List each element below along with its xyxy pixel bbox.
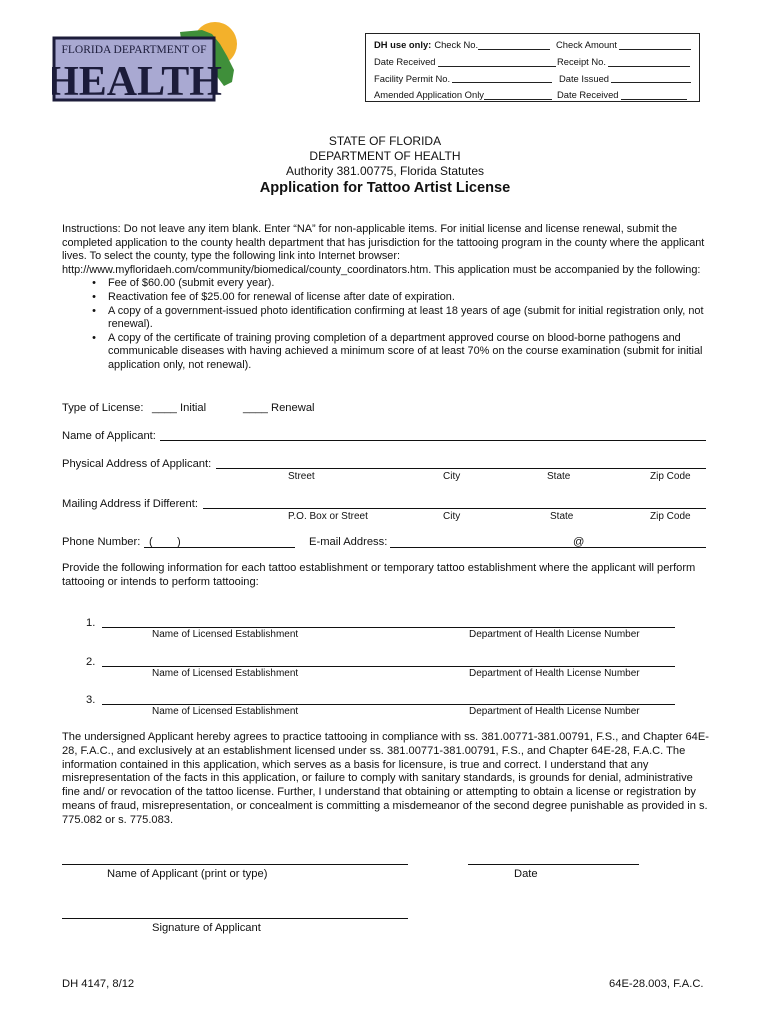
instructions — [62, 223, 712, 373]
name-of-applicant-field[interactable] — [160, 440, 706, 441]
establishment-2-number: 2. — [86, 656, 96, 668]
state-label: State — [547, 471, 571, 482]
list-item — [62, 291, 712, 305]
mailing-address-field[interactable] — [203, 508, 706, 509]
name-of-applicant-label: Name of Applicant: — [62, 430, 156, 442]
establishment-3-name-label: Name of Licensed Establishment — [152, 706, 299, 717]
establishment-2-field[interactable] — [102, 666, 675, 667]
establishment-1-number: 1. — [86, 617, 96, 629]
logo-line2: HEALTH — [52, 59, 222, 104]
establishment-2-name-label: Name of Licensed Establishment — [152, 668, 299, 679]
instructions-text: Instructions: Do not leave any item blank. Enter “NA” for non-applicable items. For initial license and license renewal, submit the completed application to the county health department that has jurisdiction for the tattooing program in the county where the applicant lives. To select the county, type the following link into Internet browser: http://www.myfloridaeh.com/community/biomedical/county_coordinators.htm. This application must be accompanied by the following: — [62, 223, 705, 276]
list-item — [62, 305, 712, 332]
facility-permit-label: Facility Permit No. — [374, 72, 451, 84]
mailing-city-label: City — [443, 511, 461, 522]
dh-use-only-label: DH use only: — [374, 39, 432, 51]
street-label: Street — [288, 471, 315, 482]
bullet-text: A copy of a government-issued photo identification confirming at least 18 years of age (submit for initial registration only, not renewal). — [108, 304, 704, 331]
initial-blank[interactable]: ____ — [152, 402, 177, 414]
list-item — [62, 332, 712, 373]
establishment-3-field[interactable] — [102, 704, 675, 705]
establishment-3-number: 3. — [86, 694, 96, 706]
mailing-zip-code-label: Zip Code — [650, 511, 691, 522]
bullet-icon: • — [92, 331, 96, 344]
amended-application-label: Amended Application Only — [374, 89, 484, 101]
physical-address-label: Physical Address of Applicant: — [62, 458, 212, 470]
phone-number-field[interactable] — [144, 547, 295, 548]
date-field[interactable] — [468, 864, 639, 865]
header-state: STATE OF FLORIDA — [328, 134, 442, 148]
check-no-field[interactable] — [478, 40, 550, 50]
signature-label: Signature of Applicant — [152, 922, 261, 934]
receipt-no-label: Receipt No. — [557, 56, 606, 68]
zip-code-label: Zip Code — [650, 471, 691, 482]
page-title: Application for Tattoo Artist License — [259, 180, 511, 196]
date-label: Date — [514, 868, 538, 880]
date-received-2-field[interactable] — [621, 90, 687, 100]
establishment-1-field[interactable] — [102, 627, 675, 628]
bullet-text: A copy of the certificate of training proving completion of a department approved course on blood-borne pathogens and communicable diseases with having achieved a minimum score of at least 70% on the course examination (submit for initial application only, not renewal). — [108, 331, 703, 371]
dh-row-2 — [374, 54, 691, 71]
florida-doh-logo-graphic — [52, 22, 240, 104]
type-of-license-label: Type of License: — [62, 402, 144, 414]
applicant-name-label: Name of Applicant (print or type) — [107, 868, 268, 880]
email-at-sign: @ — [573, 536, 585, 548]
date-received-label: Date Received — [374, 56, 436, 68]
physical-address-field[interactable] — [216, 468, 706, 469]
rule-reference: 64E-28.003, F.A.C. — [609, 978, 704, 990]
attestation-text: The undersigned Applicant hereby agrees to practice tattooing in compliance with ss. 381.00771-381.00791, F.S., and Chapter 64E-28, F.A.C., and exclusively at an establishment licensed under ss. 381.00771-381.00791, F.S., and Chapter 64E-28, F.A.C. The information contained in this application, which serves as a basis for licensure, is true and correct. I understand that any misrepresentation of the facts in this application, or failure to comply with sanitary standards, is grounds for denial, administrative fine and/ or revocation of the tattoo license. Further, I understand that obtaining or attempting to obtain a license or registration by means of fraud, misrepresentation, or concealment is committing a misdemeanor of the second degree punishable as provided in s. 775.082 or s. 775.083. — [62, 731, 709, 826]
receipt-no-field[interactable] — [608, 57, 690, 67]
bullet-icon: • — [92, 277, 96, 290]
establishment-3-license-label: Department of Health License Number — [469, 706, 640, 717]
facility-permit-field[interactable] — [452, 73, 552, 83]
form-number: DH 4147, 8/12 — [62, 978, 135, 990]
phone-paren-close: ) — [177, 536, 181, 548]
city-label: City — [443, 471, 461, 482]
document-header — [0, 134, 770, 196]
requirements-list — [62, 277, 712, 372]
establishment-1-license-label: Department of Health License Number — [469, 629, 640, 640]
mailing-address-label: Mailing Address if Different: — [62, 498, 198, 510]
florida-doh-logo — [52, 22, 240, 104]
bullet-text: Fee of $60.00 (submit every year). — [108, 277, 275, 290]
header-authority: Authority 381.00775, Florida Statutes — [285, 164, 485, 178]
establishment-2-license-label: Department of Health License Number — [469, 668, 640, 679]
date-received-2-label: Date Received — [557, 89, 619, 101]
dh-row-1 — [374, 37, 691, 54]
check-no-label: Check No. — [434, 39, 479, 51]
po-box-label: P.O. Box or Street — [288, 511, 368, 522]
mailing-state-label: State — [550, 511, 574, 522]
email-address-field[interactable] — [390, 547, 706, 548]
date-issued-label: Date Issued — [558, 72, 609, 84]
initial-label: Initial — [180, 402, 207, 414]
dh-use-only-box — [365, 33, 700, 102]
amended-application-field[interactable] — [484, 90, 552, 100]
establishment-intro: Provide the following information for each tattoo establishment or temporary tattoo establishment where the applicant will perform tattooing or intends to perform tattooing: — [62, 562, 696, 588]
renewal-label: Renewal — [271, 402, 315, 414]
list-item — [62, 277, 712, 291]
check-amount-label: Check Amount — [556, 39, 617, 51]
logo-line1: FLORIDA DEPARTMENT OF — [61, 44, 207, 56]
dh-row-3 — [374, 70, 691, 87]
signature-field[interactable] — [62, 918, 408, 919]
bullet-text: Reactivation fee of $25.00 for renewal of license after date of expiration. — [108, 290, 455, 303]
renewal-blank[interactable]: ____ — [243, 402, 268, 414]
email-address-label: E-mail Address: — [309, 536, 388, 548]
date-received-field[interactable] — [438, 57, 556, 67]
date-issued-field[interactable] — [611, 73, 691, 83]
bullet-icon: • — [92, 304, 96, 317]
header-department: DEPARTMENT OF HEALTH — [309, 149, 461, 163]
phone-paren-open: ( — [149, 536, 153, 548]
phone-number-label: Phone Number: — [62, 536, 141, 548]
establishment-1-name-label: Name of Licensed Establishment — [152, 629, 299, 640]
bullet-icon: • — [92, 290, 96, 303]
applicant-name-field[interactable] — [62, 864, 408, 865]
dh-row-4 — [374, 87, 691, 104]
check-amount-field[interactable] — [619, 40, 691, 50]
